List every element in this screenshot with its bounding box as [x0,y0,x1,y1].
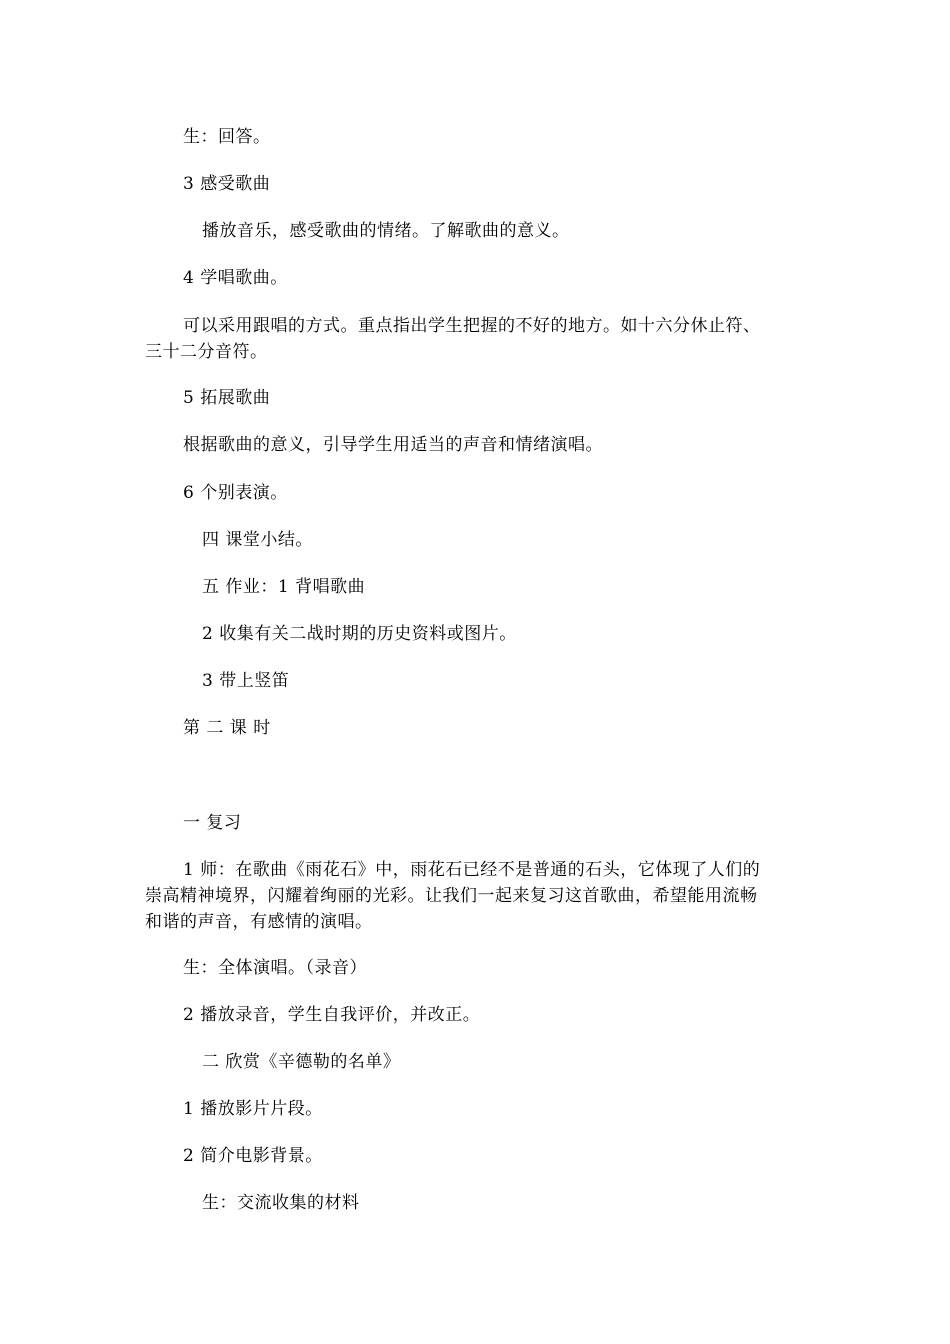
text-line: 和谐的声音，有感情的演唱。 [145,912,373,932]
text-line: 4 学唱歌曲。 [183,268,288,288]
text-line: 四 课堂小结。 [202,530,313,550]
text-line: 6 个别表演。 [183,483,288,503]
text-line: 二 欣赏《辛德勒的名单》 [202,1052,401,1072]
text-line: 生：全体演唱。（录音） [183,958,367,978]
section-heading: 第 二 课 时 [183,718,271,738]
text-line: 崇高精神境界，闪耀着绚丽的光彩。让我们一起来复习这首歌曲，希望能用流畅 [145,886,758,906]
text-line: 根据歌曲的意义，引导学生用适当的声音和情绪演唱。 [183,435,603,455]
text-line: 3 带上竖笛 [202,671,290,691]
text-line: 一 复习 [183,813,242,833]
text-line: 2 播放录音，学生自我评价，并改正。 [183,1005,481,1025]
text-line: 1 播放影片片段。 [183,1099,323,1119]
text-line: 2 收集有关二战时期的历史资料或图片。 [202,624,517,644]
text-line: 三十二分音符。 [145,342,268,362]
text-line: 生：回答。 [183,127,271,147]
text-line: 5 拓展歌曲 [183,388,271,408]
text-line: 播放音乐，感受歌曲的情绪。了解歌曲的意义。 [202,221,570,241]
text-line: 1 师：在歌曲《雨花石》中，雨花石已经不是普通的石头，它体现了人们的 [183,860,761,880]
text-line: 五 作业：1 背唱歌曲 [202,577,366,597]
text-line: 可以采用跟唱的方式。重点指出学生把握的不好的地方。如十六分休止符、 [183,316,761,336]
text-line: 生：交流收集的材料 [202,1193,360,1213]
text-line: 2 简介电影背景。 [183,1146,323,1166]
text-line: 3 感受歌曲 [183,174,271,194]
